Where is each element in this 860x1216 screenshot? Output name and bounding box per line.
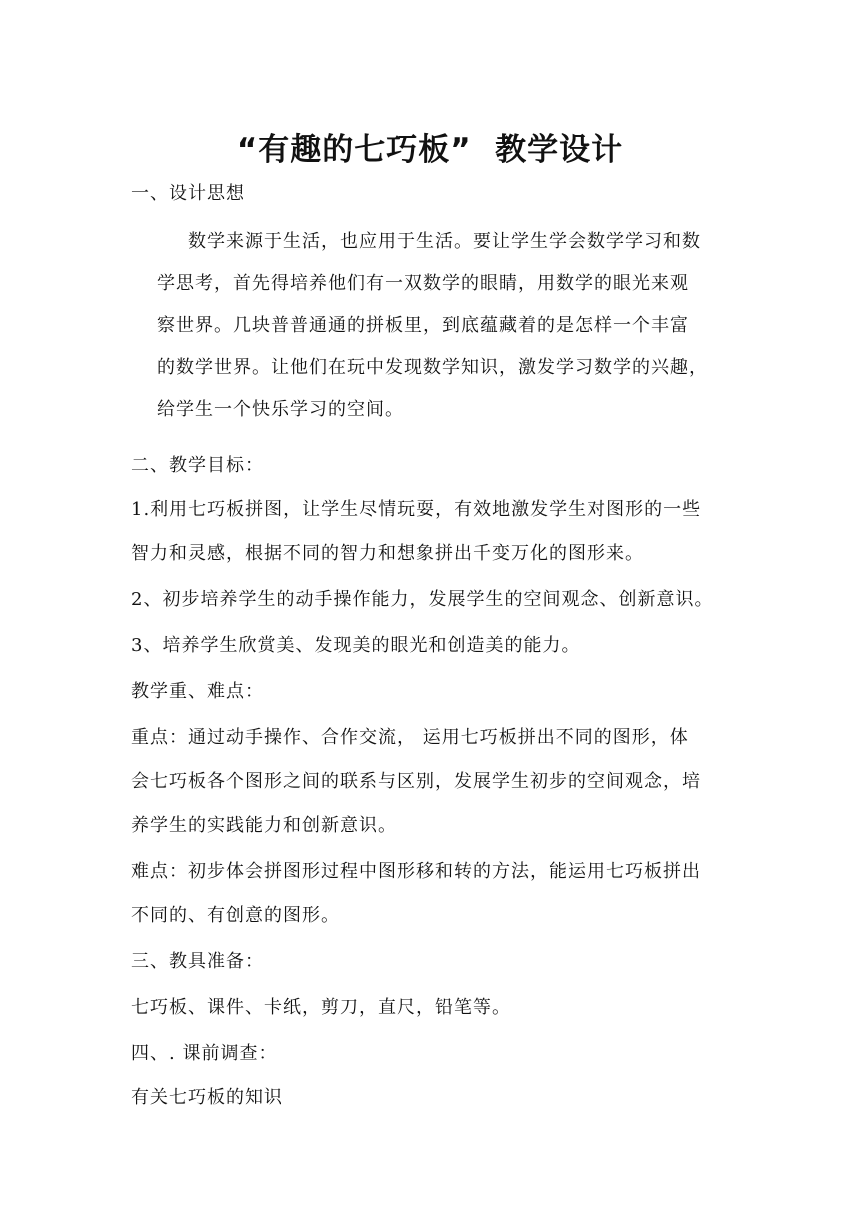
section1-para-line: 数学来源于生活，也应用于生活。要让学生学会数学学习和数 xyxy=(188,231,701,252)
goal3-line: 3、培养学生欣赏美、发现美的眼光和创造美的能力。 xyxy=(131,635,581,656)
difficulty-line: 难点：初步体会拼图形过程中图形移和转的方法，能运用七巧板拼出 xyxy=(131,861,701,882)
section4-heading: 四、. 课前调查： xyxy=(131,1043,278,1064)
section1-para-line: 学思考，首先得培养他们有一双数学的眼睛，用数学的眼光来观 xyxy=(157,273,689,294)
goal1-line: 1.利用七巧板拼图，让学生尽情玩耍，有效地激发学生对图形的一些 xyxy=(131,499,702,520)
document-title: “有趣的七巧板” 教学设计 xyxy=(236,132,624,168)
key-points-heading: 教学重、难点： xyxy=(131,681,264,702)
goal2-line: 2、初步培养学生的动手操作能力，发展学生的空间观念、创新意识。 xyxy=(131,589,714,610)
difficulty-line: 不同的、有创意的图形。 xyxy=(131,905,340,926)
section1-para-line: 给学生一个快乐学习的空间。 xyxy=(157,399,404,420)
focus-line: 重点：通过动手操作、合作交流， 运用七巧板拼出不同的图形，体 xyxy=(131,727,689,748)
section2-heading: 二、教学目标： xyxy=(131,455,264,476)
focus-line: 养学生的实践能力和创新意识。 xyxy=(131,815,397,836)
goal1-line: 智力和灵感，根据不同的智力和想象拼出千变万化的图形来。 xyxy=(131,543,644,564)
focus-line: 会七巧板各个图形之间的联系与区别，发展学生初步的空间观念，培 xyxy=(131,771,701,792)
section1-para-line: 察世界。几块普普通通的拼板里，到底蕴藏着的是怎样一个丰富 xyxy=(157,315,689,336)
section1-para-line: 的数学世界。让他们在玩中发现数学知识，激发学习数学的兴趣， xyxy=(157,357,708,378)
section3-heading: 三、教具准备： xyxy=(131,951,264,972)
teaching-aids-line: 七巧板、课件、卡纸，剪刀，直尺，铅笔等。 xyxy=(131,997,511,1018)
section4-content: 有关七巧板的知识 xyxy=(131,1087,283,1108)
section1-heading: 一、设计思想 xyxy=(131,183,245,204)
